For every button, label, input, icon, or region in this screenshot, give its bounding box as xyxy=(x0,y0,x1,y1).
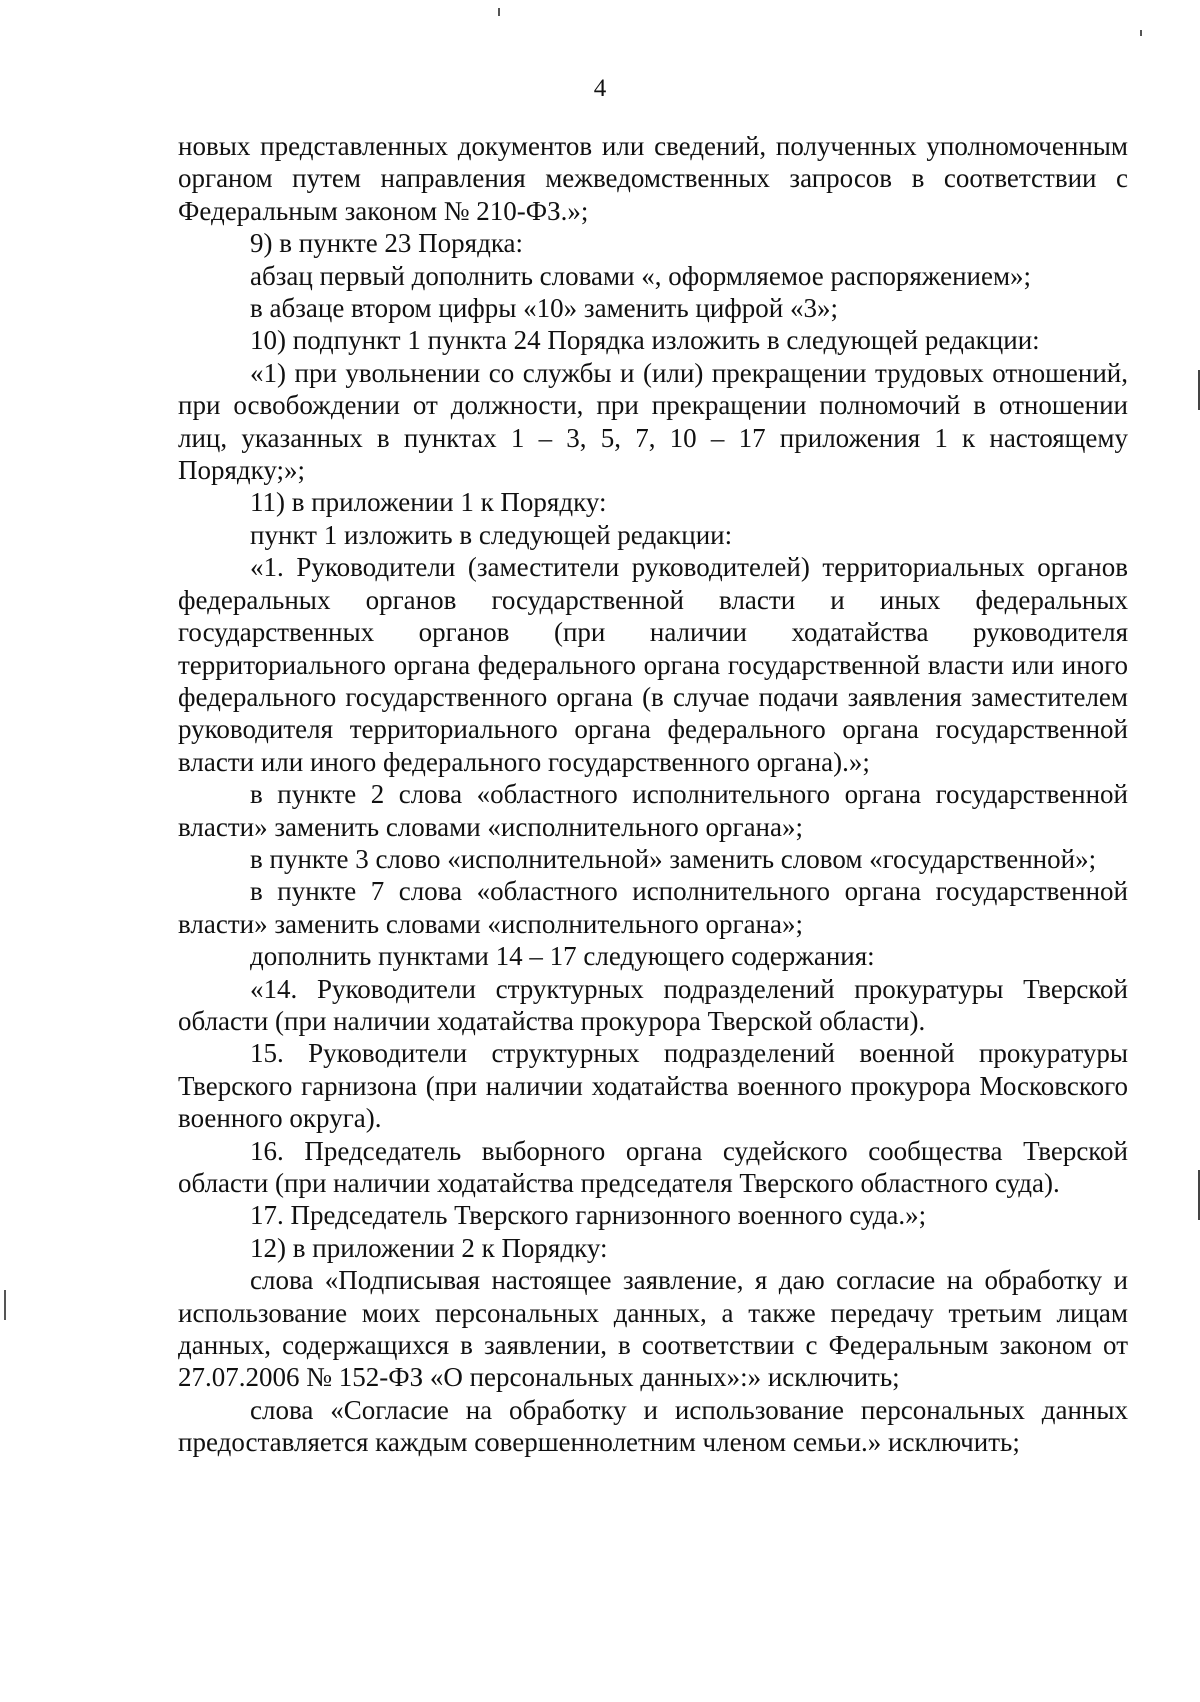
paragraph: в пункте 7 слова «областного исполнительного органа государственной власти» заменить словами «исполнительного органа»; xyxy=(178,876,1128,939)
paragraph: дополнить пунктами 14 – 17 следующего содержания: xyxy=(250,941,875,972)
paragraph: 9) в пункте 23 Порядка: xyxy=(250,228,524,259)
page-number: 4 xyxy=(593,75,607,102)
paragraph: «14. Руководители структурных подразделений прокуратуры Тверской области (при наличии ходатайства прокурора Тверской области). xyxy=(178,973,1128,1036)
paragraph: 17. Председатель Тверского гарнизонного военного суда.»; xyxy=(250,1200,927,1231)
paragraph: 12) в приложении 2 к Порядку: xyxy=(250,1232,608,1263)
paragraph: новых представленных документов или сведений, полученных уполномоченным органом путем направления межведомственных запросов в соответствии с Федеральным законом № 210-ФЗ.»; xyxy=(178,131,1128,226)
paragraph: 11) в приложении 1 к Порядку: xyxy=(250,487,607,518)
scan-mark xyxy=(4,1290,6,1320)
paragraph: абзац первый дополнить словами «, оформляемое распоряжением»; xyxy=(250,260,1032,291)
paragraph: пункт 1 изложить в следующей редакции: xyxy=(250,519,733,550)
paragraph: слова «Согласие на обработку и использование персональных данных предоставляется каждым совершеннолетним членом семьи.» исключить; xyxy=(178,1394,1128,1458)
paragraph: слова «Подписывая настоящее заявление, я даю согласие на обработку и использование моих персональных данных, а также передачу третьим лицам данных, содержащихся в заявлении, в соответствии с Федеральным законом от 27.07.2006 № 152-ФЗ «О персональных данных»:» исключить; xyxy=(178,1265,1128,1393)
paragraph: в абзаце втором цифры «10» заменить цифрой «3»; xyxy=(250,293,839,324)
paragraph: 15. Руководители структурных подразделений военной прокуратуры Тверского гарнизона (при наличии ходатайства военного прокурора Московского военного округа). xyxy=(178,1038,1128,1134)
paragraph: 16. Председатель выборного органа судейского сообщества Тверской области (при наличии ходатайства председателя Тверского областного суда). xyxy=(178,1135,1128,1198)
paragraph: «1. Руководители (заместители руководителей) территориальных органов федеральных органов государственной власти и иных федеральных государственных органов (при наличии ходатайства руководителя территориального органа федерального органа государственной власти или иного федерального государственного органа (в случае подачи заявления заместителем руководителя территориального органа федерального органа государственной власти или иного федерального государственного органа).»; xyxy=(178,552,1128,777)
scan-mark xyxy=(498,8,500,16)
scan-mark xyxy=(1140,30,1142,36)
paragraph: «1) при увольнении со службы и (или) прекращении трудовых отношений, при освобождении от должности, при прекращении полномочий в отношении лиц, указанных в пунктах 1 – 3, 5, 7, 10 – 17 приложения 1 к настоящему Порядку;»; xyxy=(178,357,1128,486)
paragraph: в пункте 3 слово «исполнительной» заменить словом «государственной»; xyxy=(250,843,1097,874)
paragraph: 10) подпункт 1 пункта 24 Порядка изложить в следующей редакции: xyxy=(250,325,1040,356)
document-body xyxy=(178,130,1128,1459)
paragraph: в пункте 2 слова «областного исполнительного органа государственной власти» заменить словами «исполнительного органа»; xyxy=(178,779,1128,842)
